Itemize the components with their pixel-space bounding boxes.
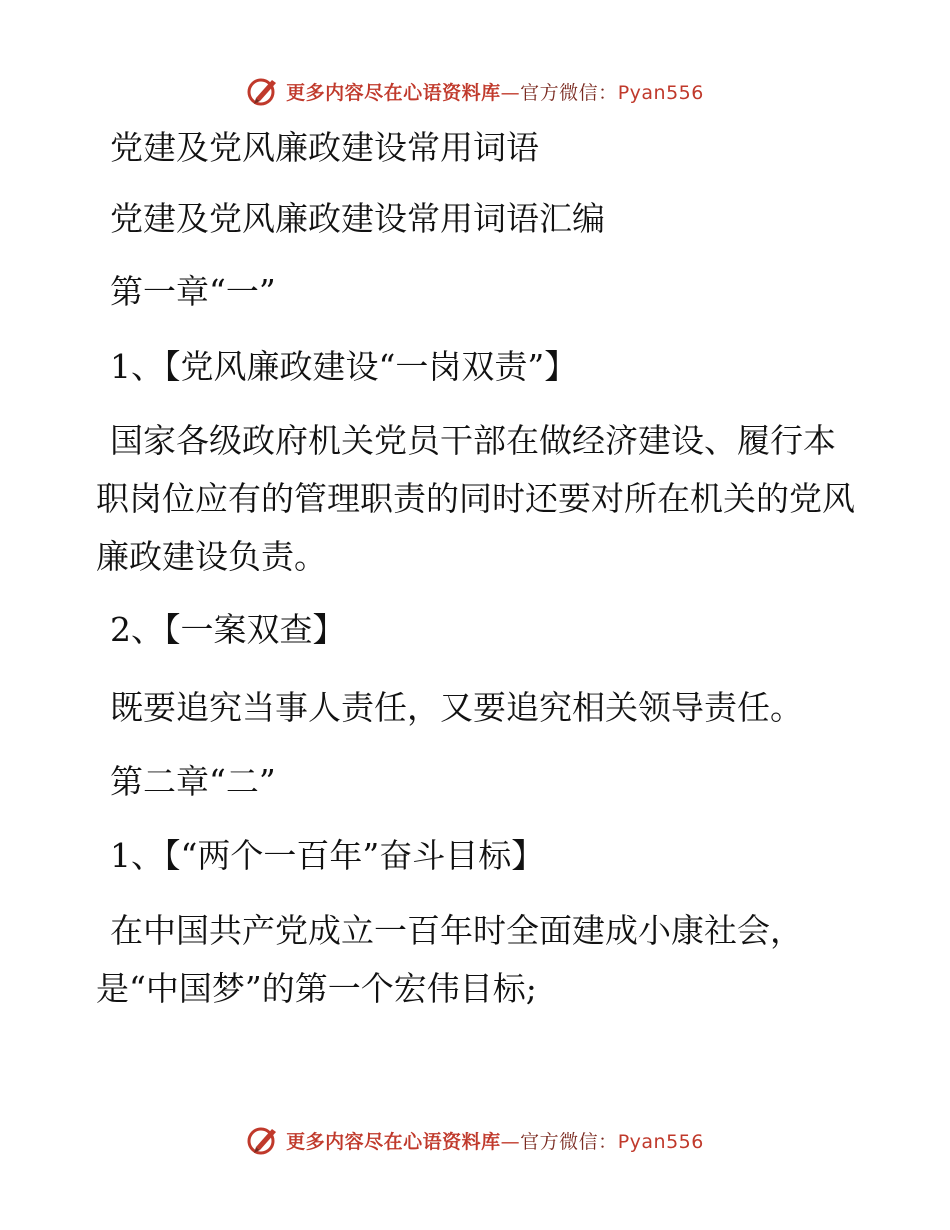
item-body-1-1: 国家各级政府机关党员干部在做经济建设、履行本职岗位应有的管理职责的同时还要对所在机关的党风廉政建设负责。 <box>96 421 855 576</box>
banner-text: 更多内容尽在心语资料库—官方微信：Pyan556 <box>286 1130 704 1153</box>
item-body-1-2: 既要追究当事人责任，又要追究相关领导责任。 <box>110 688 803 727</box>
item-title-1-1: 1、【党风廉政建设“一岗双责”】 <box>110 347 578 386</box>
footer-banner <box>0 1118 950 1162</box>
pen-logo-icon <box>246 1123 280 1157</box>
item-body-2-1: 在中国共产党成立一百年时全面建成小康社会，是“中国梦”的第一个宏伟目标; <box>96 911 803 1008</box>
doc-subtitle: 党建及党风廉政建设常用词语汇编 <box>110 199 605 238</box>
item-title-2-1: 1、【“两个一百年”奋斗目标】 <box>110 836 545 875</box>
doc-title: 党建及党风廉政建设常用词语 <box>110 128 539 167</box>
chapter-heading-1: 第一章“一” <box>110 272 276 311</box>
banner-text: 更多内容尽在心语资料库—官方微信：Pyan556 <box>286 81 704 104</box>
item-title-1-2: 2、【一案双查】 <box>110 610 346 649</box>
header-banner <box>0 69 950 113</box>
pen-logo-icon <box>246 74 280 108</box>
chapter-heading-2: 第二章“二” <box>110 762 276 801</box>
